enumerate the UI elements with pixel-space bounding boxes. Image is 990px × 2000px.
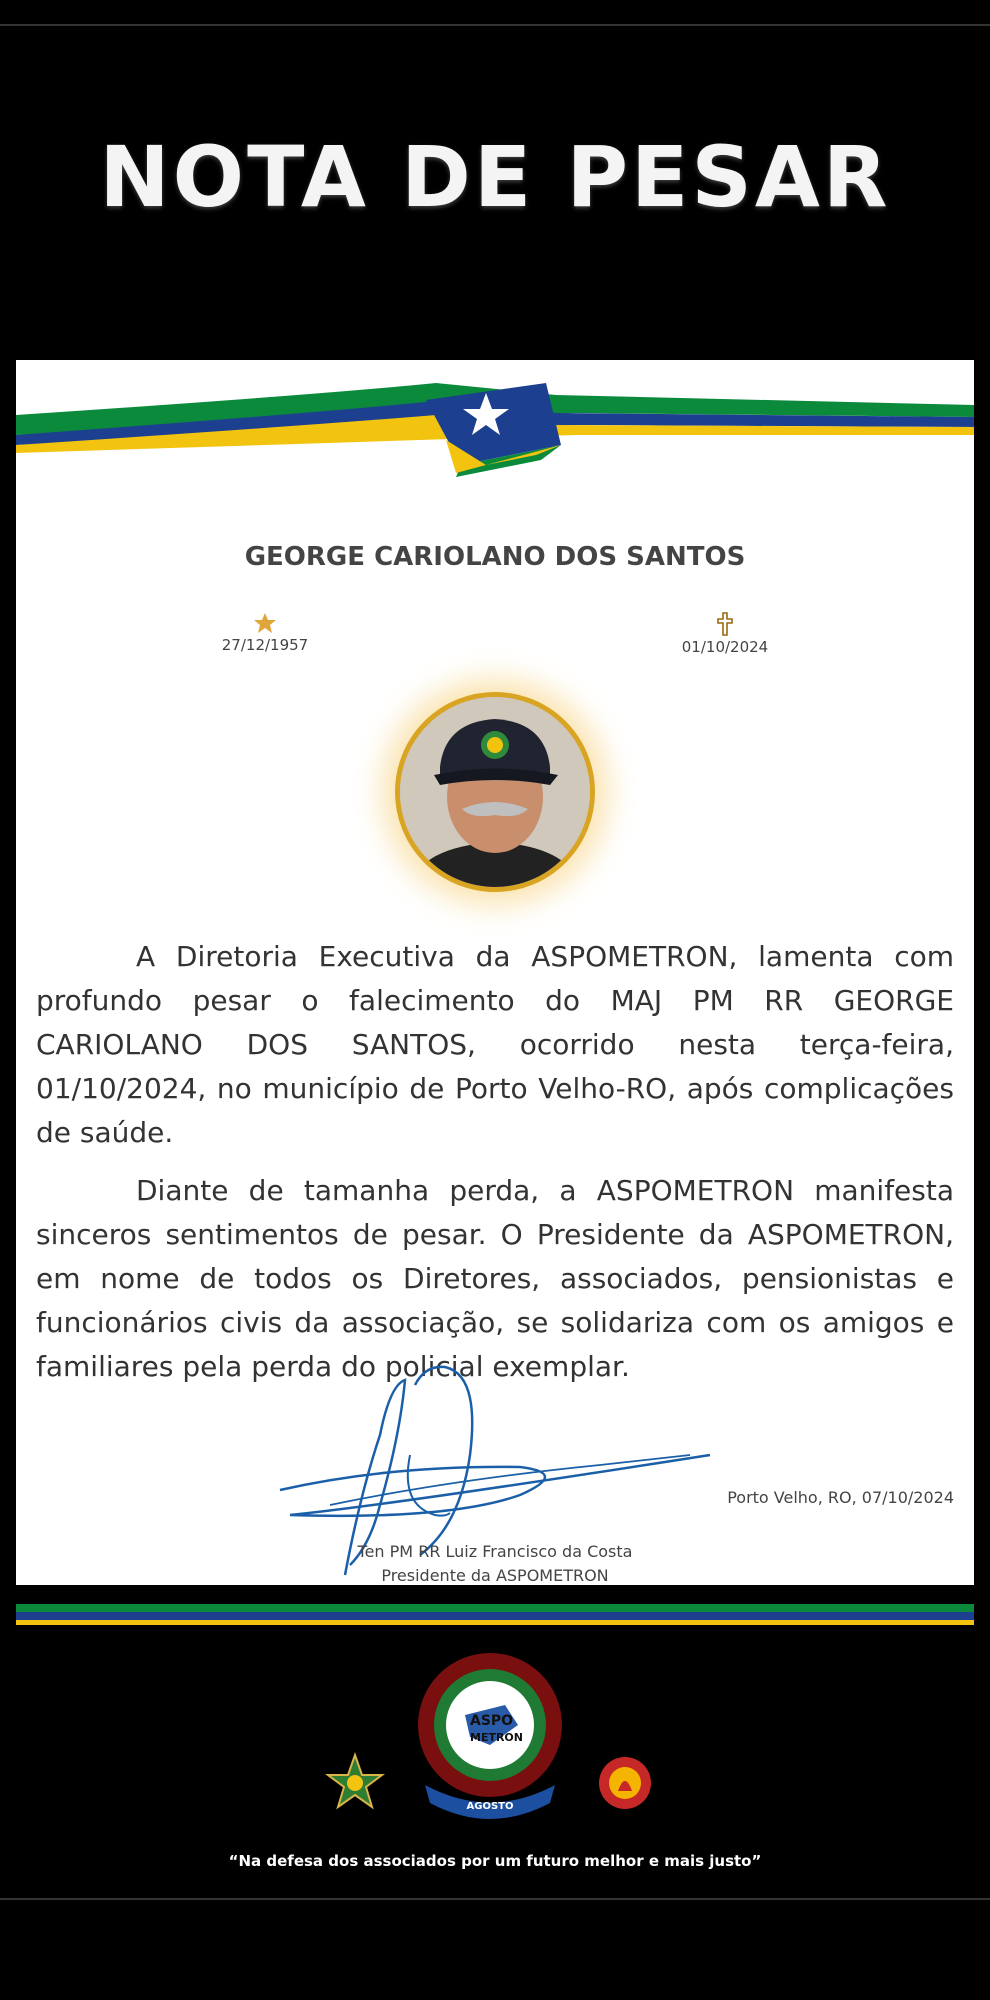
star-icon <box>253 612 277 634</box>
signatory-role: Presidente da ASPOMETRON <box>381 1566 609 1585</box>
military-police-emblem <box>328 1755 382 1807</box>
association-logos <box>320 1645 670 1835</box>
message-body <box>36 935 954 1403</box>
rondonia-flag-banner <box>16 355 974 485</box>
birth-date-block <box>165 612 365 654</box>
page-title: NOTA DE PESAR <box>99 128 891 226</box>
aspometron-logo <box>418 1653 562 1819</box>
deceased-name: GEORGE CARIOLANO DOS SANTOS <box>244 542 746 572</box>
logo-text-bottom: METRON <box>470 1731 523 1744</box>
logo-ribbon-text: AGOSTO <box>466 1801 514 1812</box>
death-date-block <box>625 612 825 656</box>
logo-text-top: ASPO <box>470 1713 514 1729</box>
footer-motto: “Na defesa dos associados por um futuro melhor e mais justo” <box>228 1852 762 1870</box>
cross-icon <box>717 612 733 636</box>
death-date: 01/10/2024 <box>681 638 769 656</box>
bottom-frame-line <box>0 1898 990 1900</box>
signatory-name: Ten PM RR Luiz Francisco da Costa <box>357 1542 633 1561</box>
message-paragraph-2: Diante de tamanha perda, a ASPOMETRON manifesta sinceros sentimentos de pesar. O Presidente da ASPOMETRON, em nome de todos os Diretores, associados, pensionistas e funcionários civis da associação, se solidariza com os amigos e familiares pela perda do policial exemplar. <box>36 1174 954 1383</box>
deceased-photo <box>395 692 595 892</box>
birth-date: 27/12/1957 <box>221 636 309 654</box>
top-frame-line <box>0 24 990 26</box>
signatory-block <box>300 1540 690 1588</box>
message-paragraph-1: A Diretoria Executiva da ASPOMETRON, lamenta com profundo pesar o falecimento do MAJ PM RR GEORGE CARIOLANO DOS SANTOS, ocorrido nesta terça-feira, 01/10/2024, no município de Porto Velho-RO, após complicações de saúde. <box>36 940 954 1149</box>
place-date: Porto Velho, RO, 07/10/2024 <box>727 1488 954 1507</box>
flag-stripe-bottom <box>16 1604 974 1626</box>
fire-department-emblem <box>599 1757 651 1809</box>
